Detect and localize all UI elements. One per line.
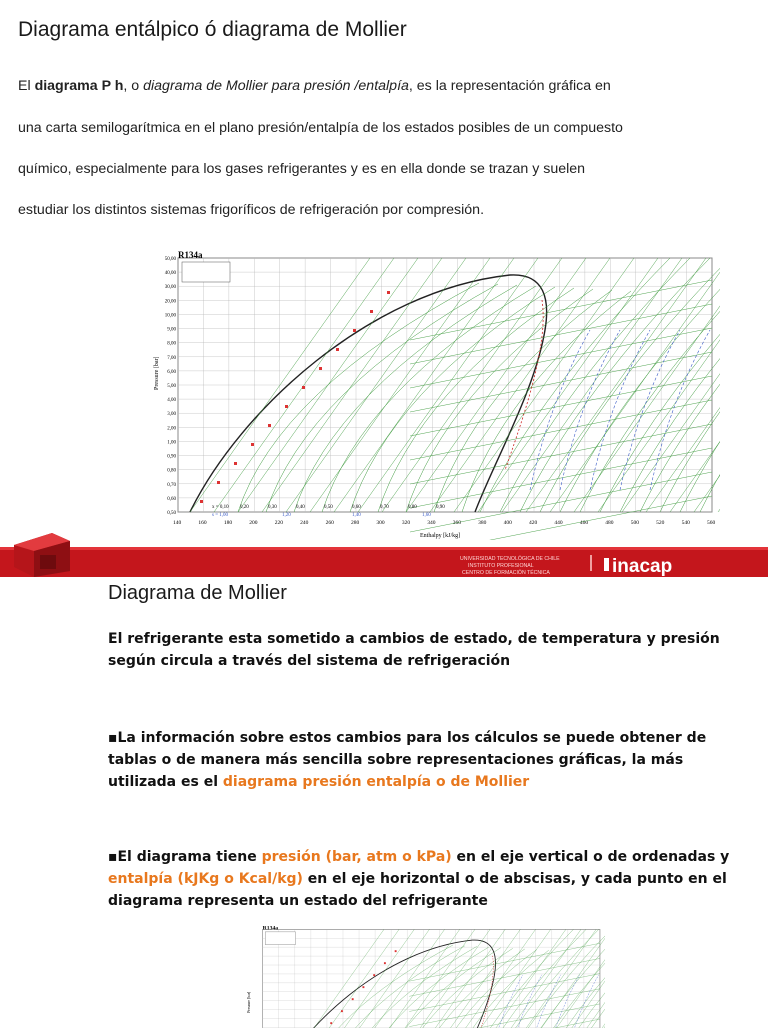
x-tick-label: 320 [401, 520, 411, 526]
temp-marker [268, 424, 271, 427]
x-tick-label: 160 [198, 520, 207, 526]
highlight-diagram-name: diagrama presión entalpía o de Mollier [222, 774, 530, 790]
y-tick-label: 3,00 [167, 412, 176, 418]
temp-marker [217, 481, 220, 484]
legend-box [265, 932, 295, 945]
y-tick-label: 0,80 [167, 468, 176, 474]
slide-title: Diagrama entálpico ó diagrama de Mollier [18, 18, 407, 41]
x-tick-label: 300 [376, 520, 385, 526]
y-axis-label: Pressure [bar] [154, 356, 160, 390]
x-tick-label: 180 [223, 520, 233, 526]
temp-marker [387, 291, 390, 294]
x-tick-label: 420 [529, 520, 538, 526]
x-tick-label: 280 [351, 520, 360, 526]
y-tick-label: 9,00 [167, 327, 176, 333]
y-tick-label: 7,00 [167, 355, 176, 361]
y-tick-label: 0,90 [167, 454, 176, 460]
quality-label: x = 0,10 [212, 505, 229, 510]
entropy-label: 1,20 [282, 513, 291, 518]
banner-line-3: CENTRO DE FORMACIÓN TÉCNICA [462, 570, 550, 576]
temp-marker [362, 986, 364, 988]
x-tick-label: 520 [656, 520, 665, 526]
intro-line-3: químico, especialmente para los gases refrigerantes y es en ella donde se trazan y suelen [18, 161, 586, 177]
x-tick-label: 360 [452, 520, 461, 526]
para3-line-1: ▪El diagrama tiene presión (bar, atm o kPa) en el eje vertical o de ordenadas y [108, 849, 730, 865]
slide2-title: Diagrama de Mollier [108, 582, 287, 604]
institution-banner [0, 527, 768, 577]
small-chart-title: R134a [262, 925, 279, 932]
quality-label: 0,30 [268, 505, 277, 510]
entropy-label: 1,60 [422, 513, 431, 518]
y-tick-label: 5,00 [167, 384, 176, 389]
x-tick-label: 340 [427, 520, 436, 526]
highlight-pressure: presión (bar, atm o kPa) [261, 849, 452, 865]
small-chart-y-label: Pressure [bar] [247, 991, 252, 1013]
x-axis-label: Enthalpy [kJ/kg] [420, 533, 461, 539]
inacap-logo: inacap [612, 556, 673, 577]
x-tick-label: 240 [300, 520, 309, 526]
mollier-chart [150, 240, 720, 540]
y-tick-label: 1,00 [167, 440, 176, 446]
para2-line-1: ▪La información sobre estos cambios para los cálculos se puede obtener de [108, 730, 707, 746]
x-tick-label: 400 [503, 520, 512, 526]
quality-label: 0,80 [408, 505, 417, 510]
entropy-label: 1,40 [352, 513, 361, 518]
x-tick-label: 480 [605, 520, 614, 526]
banner-line-2: INSTITUTO PROFESIONAL [468, 563, 534, 569]
temp-marker [302, 386, 305, 389]
y-tick-label: 4,00 [167, 398, 176, 404]
y-tick-label: 40,00 [164, 271, 176, 277]
x-tick-label: 500 [630, 520, 639, 526]
temp-marker [336, 348, 339, 351]
para1-line-2: según circula a través del sistema de refrigeración [108, 653, 511, 669]
temp-marker [285, 405, 288, 408]
entropy-label: s = 1,00 [212, 513, 229, 518]
highlight-enthalpy: entalpía (kJKg o Kcal/kg) [108, 871, 303, 887]
temp-marker [341, 1010, 343, 1012]
quality-label: 0,60 [352, 505, 361, 510]
y-tick-label: 20,00 [164, 299, 176, 305]
temp-marker [200, 500, 203, 503]
y-tick-label: 30,00 [164, 285, 176, 291]
logo-cube-icon [14, 533, 70, 577]
y-tick-label: 2,00 [167, 426, 176, 432]
quality-label: 0,50 [324, 505, 333, 510]
temp-marker [319, 367, 322, 370]
temp-marker [395, 950, 397, 952]
para2-line-2: tablas o de manera más sencilla sobre representaciones gráficas, la más [108, 752, 684, 768]
para3-line-3: diagrama representa un estado del refrigerante [108, 893, 488, 909]
x-tick-label: 540 [681, 520, 690, 526]
x-tick-label: 200 [249, 520, 258, 526]
quality-label: 0,70 [380, 505, 389, 510]
x-tick-label: 220 [274, 520, 283, 526]
x-tick-label: 560 [707, 520, 716, 526]
x-tick-label: 440 [554, 520, 563, 526]
temp-marker [251, 443, 254, 446]
y-tick-label: 0,60 [167, 496, 176, 502]
quality-label: 0,20 [240, 505, 249, 510]
quality-label: 0,90 [436, 505, 445, 510]
intro-line-4: estudiar los distintos sistemas frigoríficos de refrigeración por compresión. [18, 202, 485, 218]
banner-line-1: UNIVERSIDAD TECNOLÓGICA DE CHILE [460, 556, 560, 562]
y-tick-label: 0,70 [167, 482, 176, 488]
temp-marker [384, 962, 386, 964]
quality-label: 0,40 [296, 505, 305, 510]
para1-line-1: El refrigerante esta sometido a cambios de estado, de temperatura y presión [108, 631, 720, 647]
temp-marker [352, 998, 354, 1000]
y-tick-label: 50,00 [164, 257, 176, 262]
legend-box [182, 262, 230, 282]
x-tick-label: 460 [579, 520, 589, 526]
temp-marker [353, 329, 356, 332]
mollier-chart-small [245, 918, 605, 1028]
para3-line-2: entalpía (kJKg o Kcal/kg) en el eje horizontal o de abscisas, y cada punto en el [108, 871, 727, 887]
temp-marker [234, 462, 237, 465]
y-tick-label: 0,50 [167, 511, 176, 516]
y-tick-label: 10,00 [164, 313, 176, 319]
y-tick-label: 6,00 [167, 369, 176, 375]
temp-marker [370, 310, 373, 313]
y-tick-label: 8,00 [167, 341, 176, 347]
x-tick-label: 140 [173, 520, 182, 526]
chart-title: R134a [178, 250, 203, 260]
intro-line-2: una carta semilogarítmica en el plano presión/entalpía de los estados posibles de un compuesto [18, 120, 623, 136]
x-tick-label: 260 [325, 520, 334, 526]
para2-line-3: utilizada es el diagrama presión entalpía o de Mollier [108, 774, 530, 790]
intro-line-1: El diagrama P h, o diagrama de Mollier para presión /entalpía, es la representación gráfica en [18, 78, 611, 94]
x-tick-label: 380 [478, 520, 487, 526]
temp-marker [373, 974, 375, 976]
